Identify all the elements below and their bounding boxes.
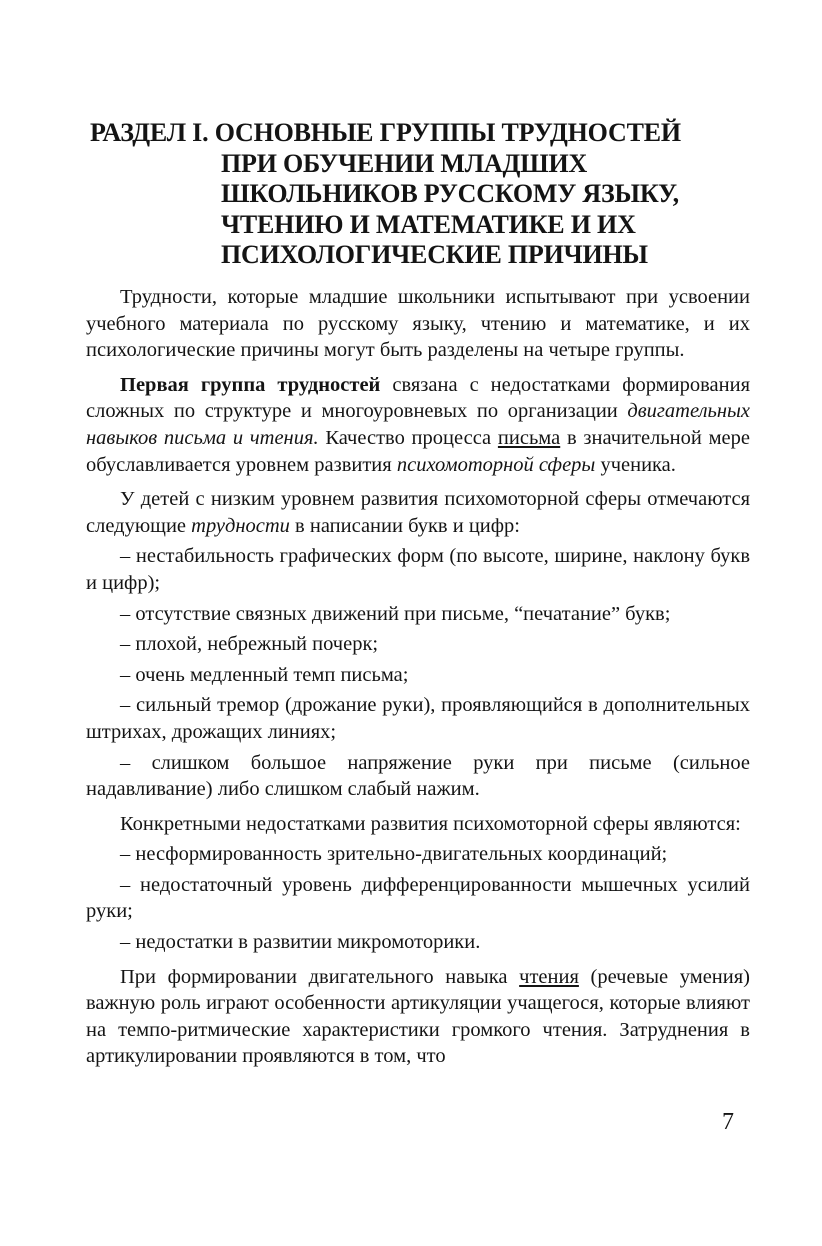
difficulty-item-5: – сильный тремор (дрожание руки), проявляющийся в дополнительных штрихах, дрожащих линиях; bbox=[86, 694, 750, 743]
reading-text-1: При формировании двигательного навыка bbox=[120, 965, 520, 988]
difficulty-item-1: – нестабильность графических форм (по высоте, ширине, наклону букв и цифр); bbox=[86, 545, 750, 594]
deficit-item-2: – недостаточный уровень дифференцированности мышечных усилий руки; bbox=[86, 873, 750, 923]
first-group-text-2: Качество процесса bbox=[318, 426, 498, 449]
difficulty-item-2: – отсутствие связных движений при письме, “печатание” букв; bbox=[120, 602, 671, 625]
first-group-text-1: связана с недостатками формирования сложных по структуре и многоуровневых по организации bbox=[86, 373, 750, 423]
difficulty-item-3: – плохой, небрежный почерк; bbox=[120, 633, 379, 656]
intro-paragraph: Трудности, которые младшие школьники испытывают при усвоении учебного материала по русскому языку, чтению и математике, и их психологические причины могут быть разделены на четыре группы. bbox=[86, 286, 750, 362]
deficit-item-1: – несформированность зрительно-двигательных координаций; bbox=[120, 843, 668, 866]
children-text-1: У детей с низким уровнем развития психомоторной сферы отмечаются следующие bbox=[86, 488, 750, 537]
first-group-text-3: в значительной мере обуславливается уровнем развития bbox=[86, 426, 750, 476]
body-text bbox=[86, 284, 750, 1070]
writing-term: письма bbox=[497, 426, 561, 449]
first-group-paragraph bbox=[86, 372, 750, 478]
children-paragraph bbox=[86, 486, 750, 539]
first-group-text-4: ученика. bbox=[595, 453, 676, 476]
deficit-item-3: – недостатки в развитии микромоторики. bbox=[120, 931, 481, 954]
reading-paragraph bbox=[86, 964, 750, 1070]
concrete-paragraph: Конкретными недостатками развития психомоторной сферы являются: bbox=[120, 812, 741, 835]
difficulty-item-6: – слишком большое напряжение руки при письме (сильное надавливание) либо слишком слабый нажим. bbox=[86, 751, 750, 801]
heading-line-5: ПСИХОЛОГИЧЕСКИЕ ПРИЧИНЫ bbox=[221, 240, 648, 269]
page-number: 7 bbox=[722, 1109, 734, 1135]
heading-line-1: РАЗДЕЛ I. ОСНОВНЫЕ ГРУППЫ ТРУДНОСТЕЙ bbox=[90, 118, 681, 147]
children-text-2: в написании букв и цифр: bbox=[289, 514, 521, 537]
difficulties-term: трудности bbox=[191, 514, 290, 537]
heading-line-2: ПРИ ОБУЧЕНИИ МЛАДШИХ bbox=[221, 148, 588, 178]
reading-term: чтения bbox=[519, 965, 579, 988]
section-heading bbox=[90, 118, 730, 271]
first-group-term: Первая группа трудностей bbox=[120, 373, 381, 396]
heading-line-4: ЧТЕНИЮ И МАТЕМАТИКЕ И ИХ bbox=[221, 209, 636, 239]
psychomotor-term: психомоторной сферы bbox=[396, 453, 596, 476]
difficulty-item-4: – очень медленный темп письма; bbox=[120, 663, 409, 686]
heading-line-3: ШКОЛЬНИКОВ РУССКОМУ ЯЗЫКУ, bbox=[221, 179, 679, 208]
motor-skills-term: двигательных навыков письма и чтения. bbox=[86, 400, 750, 449]
reading-text-2: (речевые умения) важную роль играют особенности артикуляции учащегося, которые влияют на темпо-ритмические характеристики громкого чтения. Затруднения в артикулировании проявляются в том, что bbox=[86, 965, 751, 1068]
